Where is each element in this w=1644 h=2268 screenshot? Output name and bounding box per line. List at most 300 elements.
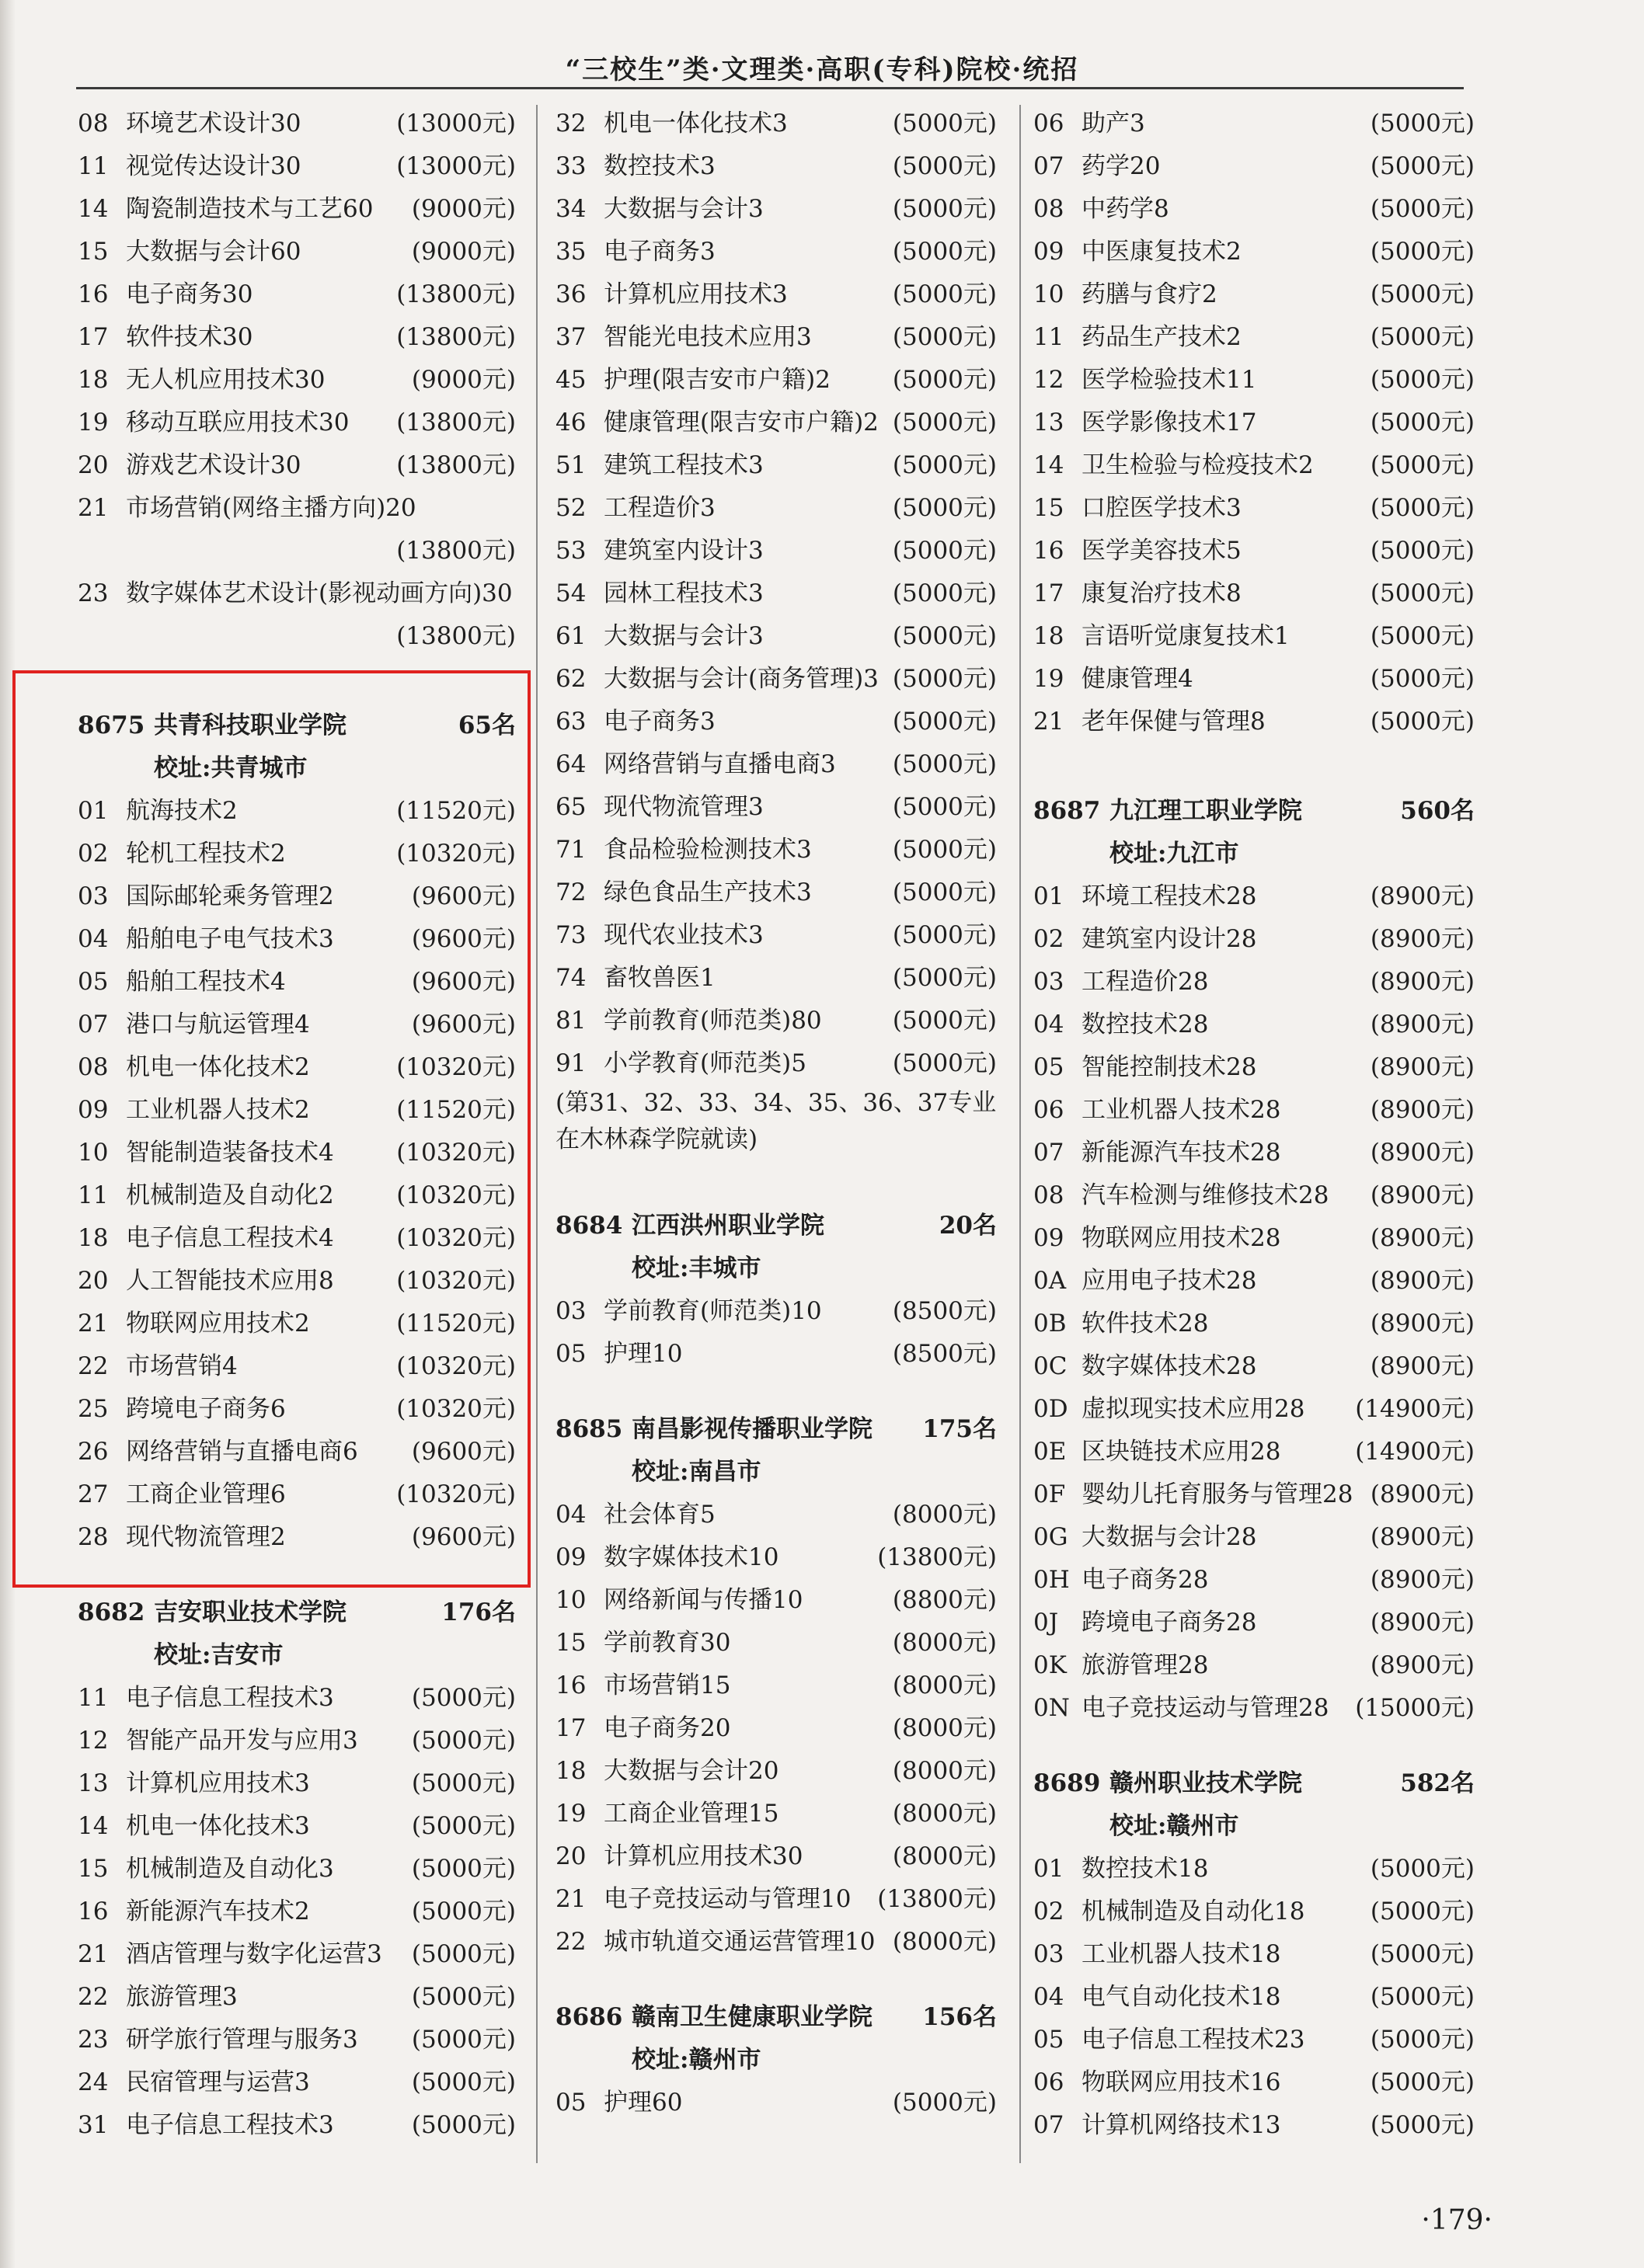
major-name: 小学教育(师范类)5 <box>604 1049 806 1077</box>
major-row <box>1033 658 1475 701</box>
major-name: 建筑工程技术3 <box>604 451 764 479</box>
major-row <box>556 1579 997 1622</box>
tuition-fee: (5000元) <box>892 238 997 266</box>
major-code: 16 <box>78 280 109 308</box>
tuition-fee: (13000元) <box>396 110 516 137</box>
major-code: 22 <box>556 1928 587 1956</box>
institution-code: 8686 <box>556 2003 623 2031</box>
major-row <box>556 658 997 701</box>
major-code: 62 <box>556 665 587 693</box>
major-row <box>556 1333 997 1376</box>
institution-heading <box>78 704 516 747</box>
major-row <box>556 2082 997 2124</box>
major-name: 软件技术28 <box>1081 1310 1209 1337</box>
major-row <box>78 1132 516 1174</box>
major-row <box>556 145 997 188</box>
major-name: 畜牧兽医1 <box>604 964 716 992</box>
tuition-fee: (5000元) <box>411 2068 516 2096</box>
major-name: 健康管理4 <box>1081 665 1193 693</box>
major-name: 移动互联应用技术30 <box>126 409 350 437</box>
institution-code: 8684 <box>556 1212 623 1240</box>
major-name: 医学影像技术17 <box>1081 409 1257 437</box>
major-code: 07 <box>1033 152 1064 180</box>
major-row <box>78 145 516 188</box>
major-code: 04 <box>556 1501 587 1529</box>
tuition-fee: (10320元) <box>396 1224 516 1252</box>
major-code: 19 <box>1033 665 1064 693</box>
institution-heading <box>556 1408 997 1451</box>
tuition-fee: (8900元) <box>1370 1053 1475 1081</box>
major-row <box>1033 1217 1475 1260</box>
major-name: 智能控制技术28 <box>1081 1053 1257 1081</box>
major-name: 学前教育30 <box>604 1629 731 1657</box>
block-gap <box>1033 1730 1475 1762</box>
major-code: 34 <box>556 195 587 223</box>
major-row <box>556 1042 997 1085</box>
institution-quota: 175名 <box>922 1415 997 1443</box>
major-name: 机械制造及自动化2 <box>126 1181 334 1209</box>
institution-quota: 176名 <box>441 1598 516 1626</box>
major-row <box>78 1089 516 1132</box>
major-row <box>78 790 516 833</box>
tuition-fee: (5000元) <box>1370 409 1475 437</box>
tuition-fee: (5000元) <box>892 1049 997 1077</box>
major-row <box>556 1000 997 1042</box>
major-name: 工业机器人技术18 <box>1081 1940 1281 1968</box>
major-name: 中医康复技术2 <box>1081 238 1242 266</box>
institution-name: 南昌影视传播职业学院 <box>632 1415 873 1443</box>
major-row <box>1033 875 1475 918</box>
major-row <box>78 273 516 316</box>
major-code: 19 <box>556 1800 587 1828</box>
major-name: 酒店管理与数字化运营3 <box>126 1940 382 1968</box>
major-name: 建筑室内设计3 <box>604 537 764 565</box>
major-row <box>556 1290 997 1333</box>
major-code: 16 <box>78 1898 109 1925</box>
tuition-fee: (10320元) <box>396 1395 516 1423</box>
major-row <box>1033 2061 1475 2104</box>
major-code: 73 <box>556 921 587 949</box>
tuition-fee: (8900元) <box>1370 1352 1475 1380</box>
major-name: 护理(限吉安市户籍)2 <box>604 366 831 394</box>
column-divider <box>1019 105 1021 2163</box>
major-name: 市场营销4 <box>126 1352 238 1380</box>
major-code: 26 <box>78 1438 109 1466</box>
major-code: 72 <box>556 878 587 906</box>
major-code: 10 <box>556 1586 587 1614</box>
major-row <box>1033 145 1475 188</box>
major-row <box>1033 273 1475 316</box>
major-code: 07 <box>1033 2111 1064 2139</box>
institution-name: 江西洪州职业学院 <box>632 1212 824 1240</box>
tuition-fee: (5000元) <box>1370 110 1475 137</box>
major-name: 数控技术3 <box>604 152 716 180</box>
major-name: 航海技术2 <box>126 797 238 825</box>
major-code: 27 <box>78 1480 109 1508</box>
major-row <box>556 231 997 273</box>
institution-name: 赣南卫生健康职业学院 <box>632 2003 873 2031</box>
major-name: 数控技术28 <box>1081 1011 1209 1038</box>
major-name: 大数据与会计3 <box>604 622 764 650</box>
major-name: 大数据与会计60 <box>126 238 301 266</box>
tuition-fee: (14900元) <box>1355 1395 1475 1423</box>
tuition-fee: (5000元) <box>1370 537 1475 565</box>
major-name: 机电一体化技术2 <box>126 1053 310 1081</box>
column-3 <box>1033 103 1475 2147</box>
tuition-fee: (11520元) <box>396 1096 516 1124</box>
major-code: 45 <box>556 366 587 394</box>
major-name: 医学检验技术11 <box>1081 366 1257 394</box>
major-row <box>556 273 997 316</box>
major-row <box>556 103 997 145</box>
major-name: 机电一体化技术3 <box>604 110 788 137</box>
major-row <box>556 615 997 658</box>
page-number: ·179· <box>1421 2204 1492 2236</box>
major-name: 电子商务3 <box>604 708 716 736</box>
tuition-fee: (5000元) <box>1370 2068 1475 2096</box>
major-row <box>1033 1473 1475 1516</box>
major-row <box>1033 918 1475 961</box>
major-name: 数字媒体技术28 <box>1081 1352 1257 1380</box>
major-code: 16 <box>556 1671 587 1699</box>
major-code: 0C <box>1033 1352 1068 1380</box>
major-name: 应用电子技术28 <box>1081 1267 1257 1295</box>
major-row <box>78 1891 516 1933</box>
major-row <box>1033 2104 1475 2147</box>
tuition-fee: (9600元) <box>411 882 516 910</box>
major-code: 28 <box>78 1523 109 1551</box>
major-row <box>78 1431 516 1473</box>
major-row <box>78 1345 516 1388</box>
major-code: 11 <box>78 1181 109 1209</box>
major-row <box>556 1750 997 1793</box>
major-code: 08 <box>78 1053 109 1081</box>
major-name: 物联网应用技术28 <box>1081 1224 1281 1252</box>
major-code: 20 <box>556 1842 587 1870</box>
major-code: 18 <box>78 366 109 394</box>
major-row <box>1033 103 1475 145</box>
major-name: 现代农业技术3 <box>604 921 764 949</box>
major-row <box>78 1976 516 2019</box>
major-row <box>78 1848 516 1891</box>
institution-code: 8687 <box>1033 797 1101 825</box>
major-row <box>78 188 516 231</box>
major-row <box>556 1921 997 1964</box>
major-row <box>1033 359 1475 402</box>
major-code: 61 <box>556 622 587 650</box>
major-code: 0E <box>1033 1438 1067 1466</box>
major-name: 电子商务30 <box>126 280 253 308</box>
block-gap <box>556 1964 997 1996</box>
institution-quota: 65名 <box>458 711 516 739</box>
institution-quota: 560名 <box>1400 797 1475 825</box>
major-row <box>1033 1933 1475 1976</box>
major-name: 药品生产技术2 <box>1081 323 1242 351</box>
major-code: 0H <box>1033 1566 1070 1594</box>
major-code: 07 <box>1033 1139 1064 1167</box>
major-code: 31 <box>78 2111 109 2139</box>
tuition-fee: (8000元) <box>892 1800 997 1828</box>
major-code: 04 <box>1033 1983 1064 2011</box>
major-code: 01 <box>1033 882 1064 910</box>
major-code: 01 <box>1033 1855 1064 1883</box>
major-row <box>78 1473 516 1516</box>
major-name: 大数据与会计28 <box>1081 1523 1257 1551</box>
major-name: 市场营销15 <box>604 1671 731 1699</box>
tuition-fee: (5000元) <box>892 110 997 137</box>
major-row <box>556 188 997 231</box>
institution-heading <box>78 1591 516 1634</box>
tuition-fee: (13800元) <box>877 1885 997 1913</box>
major-code: 02 <box>1033 925 1064 953</box>
tuition-fee: (5000元) <box>892 579 997 607</box>
major-row <box>78 875 516 918</box>
major-name: 大数据与会计20 <box>604 1757 779 1785</box>
major-name: 医学美容技术5 <box>1081 537 1242 565</box>
tuition-fee: (9600元) <box>411 1523 516 1551</box>
institution-code: 8685 <box>556 1415 623 1443</box>
major-code: 23 <box>78 2026 109 2054</box>
major-name: 智能光电技术应用3 <box>604 323 812 351</box>
column-2 <box>556 103 997 2124</box>
tuition-fee: (5000元) <box>1370 451 1475 479</box>
campus-location: 校址:赣州市 <box>1109 1812 1239 1840</box>
page-header: “三校生”类·文理类·高职(专科)院校·统招 <box>565 54 1079 85</box>
tuition-fee: (13800元) <box>396 280 516 308</box>
major-code: 52 <box>556 494 587 522</box>
major-name: 计算机网络技术13 <box>1081 2111 1281 2139</box>
major-row <box>1033 1089 1475 1132</box>
major-code: 06 <box>1033 1096 1064 1124</box>
institution-name: 吉安职业技术学院 <box>154 1598 347 1626</box>
major-row <box>556 786 997 829</box>
tuition-fee: (8800元) <box>892 1586 997 1614</box>
major-row <box>1033 1431 1475 1473</box>
major-row <box>1033 316 1475 359</box>
major-name: 电子信息工程技术3 <box>126 2111 334 2139</box>
major-row <box>1033 1046 1475 1089</box>
major-row <box>1033 1303 1475 1345</box>
major-row <box>1033 961 1475 1004</box>
major-code: 09 <box>78 1096 109 1124</box>
major-code: 63 <box>556 708 587 736</box>
tuition-fee: (9000元) <box>411 366 516 394</box>
major-code: 18 <box>1033 622 1064 650</box>
major-row <box>556 1878 997 1921</box>
major-row <box>78 1720 516 1762</box>
tuition-fee: (9600元) <box>411 968 516 996</box>
header-rule <box>76 87 1464 89</box>
block-gap <box>556 1158 997 1172</box>
tuition-fee: (5000元) <box>411 1727 516 1755</box>
tuition-fee: (5000元) <box>411 2111 516 2139</box>
major-code: 21 <box>556 1885 587 1913</box>
major-name: 绿色食品生产技术3 <box>604 878 812 906</box>
major-code: 15 <box>556 1629 587 1657</box>
major-code: 05 <box>556 1340 587 1368</box>
major-name: 现代物流管理3 <box>604 793 764 821</box>
tuition-fee: (8900元) <box>1370 882 1475 910</box>
major-code: 06 <box>1033 2068 1064 2096</box>
institution-heading <box>556 1205 997 1247</box>
major-code: 05 <box>78 968 109 996</box>
major-row <box>78 1805 516 1848</box>
major-name: 数字媒体艺术设计(影视动画方向)30 <box>126 579 513 607</box>
major-code: 19 <box>78 409 109 437</box>
tuition-fee: (8900元) <box>1370 1480 1475 1508</box>
major-name: 船舶电子电气技术3 <box>126 925 334 953</box>
major-code: 08 <box>1033 1181 1064 1209</box>
tuition-fee: (8900元) <box>1370 1096 1475 1124</box>
major-code: 37 <box>556 323 587 351</box>
tuition-fee: (5000元) <box>1370 622 1475 650</box>
major-name: 电子信息工程技术4 <box>126 1224 334 1252</box>
major-code: 03 <box>1033 968 1064 996</box>
major-code: 51 <box>556 451 587 479</box>
major-code: 03 <box>78 882 109 910</box>
tuition-fee: (5000元) <box>892 451 997 479</box>
major-name: 电子信息工程技术23 <box>1081 2026 1305 2054</box>
major-code: 18 <box>78 1224 109 1252</box>
major-code: 05 <box>1033 1053 1064 1081</box>
major-name: 区块链技术应用28 <box>1081 1438 1281 1466</box>
block-gap <box>78 672 516 704</box>
tuition-fee: (9000元) <box>411 195 516 223</box>
tuition-fee: (8900元) <box>1370 1224 1475 1252</box>
major-row <box>556 743 997 786</box>
major-code: 32 <box>556 110 587 137</box>
major-row <box>78 444 516 487</box>
tuition-fee: (8900元) <box>1370 1181 1475 1209</box>
major-name: 卫生检验与检疫技术2 <box>1081 451 1314 479</box>
major-code: 12 <box>1033 366 1064 394</box>
major-name: 数字媒体技术10 <box>604 1543 779 1571</box>
major-code: 15 <box>1033 494 1064 522</box>
tuition-fee: (5000元) <box>892 195 997 223</box>
major-code: 0J <box>1033 1609 1059 1637</box>
tuition-fee: (5000元) <box>892 1007 997 1035</box>
major-row <box>1033 1516 1475 1559</box>
tuition-fee: (5000元) <box>1370 1983 1475 2011</box>
tuition-fee: (5000元) <box>1370 152 1475 180</box>
major-name: 婴幼儿托育服务与管理28 <box>1081 1480 1353 1508</box>
major-row <box>556 1707 997 1750</box>
major-name: 虚拟现实技术应用28 <box>1081 1395 1305 1423</box>
major-name: 智能制造装备技术4 <box>126 1139 334 1167</box>
tuition-fee: (5000元) <box>892 836 997 864</box>
major-row <box>1033 444 1475 487</box>
tuition-fee: (10320元) <box>396 1267 516 1295</box>
major-code: 03 <box>556 1297 587 1325</box>
major-code: 14 <box>78 1812 109 1840</box>
tuition-fee: (5000元) <box>1370 195 1475 223</box>
tuition-fee: (13800元) <box>396 451 516 479</box>
tuition-fee: (5000元) <box>892 323 997 351</box>
major-name: 软件技术30 <box>126 323 253 351</box>
tuition-fee: (8900元) <box>1370 1011 1475 1038</box>
major-code: 06 <box>1033 110 1064 137</box>
major-row <box>78 487 516 530</box>
major-code: 12 <box>78 1727 109 1755</box>
tuition-fee: (8900元) <box>1370 968 1475 996</box>
tuition-fee: (10320元) <box>396 1053 516 1081</box>
major-row <box>556 1536 997 1579</box>
tuition-fee: (8000元) <box>892 1501 997 1529</box>
major-name: 电气自动化技术18 <box>1081 1983 1281 2011</box>
tuition-fee: (5000元) <box>892 152 997 180</box>
block-gap <box>556 1376 997 1408</box>
major-code: 10 <box>78 1139 109 1167</box>
major-row <box>1033 615 1475 658</box>
major-code: 64 <box>556 750 587 778</box>
campus-location: 校址:赣州市 <box>632 2046 761 2074</box>
major-code: 71 <box>556 836 587 864</box>
major-name: 市场营销(网络主播方向)20 <box>126 494 416 522</box>
major-row <box>1033 1132 1475 1174</box>
major-name: 无人机应用技术30 <box>126 366 326 394</box>
major-name: 工商企业管理6 <box>126 1480 286 1508</box>
tuition-fee: (5000元) <box>411 1855 516 1883</box>
major-code: 16 <box>1033 537 1064 565</box>
major-row <box>1033 487 1475 530</box>
major-code: 13 <box>1033 409 1064 437</box>
major-name: 数控技术18 <box>1081 1855 1209 1883</box>
major-name: 助产3 <box>1081 110 1145 137</box>
major-row <box>78 1260 516 1303</box>
campus-location: 校址:共青城市 <box>154 754 308 782</box>
major-name: 跨境电子商务28 <box>1081 1609 1257 1637</box>
major-row <box>1033 1976 1475 2019</box>
major-code: 08 <box>78 110 109 137</box>
major-name: 机电一体化技术3 <box>126 1812 310 1840</box>
major-name: 视觉传达设计30 <box>126 152 301 180</box>
tuition-fee: (11520元) <box>396 1310 516 1337</box>
major-code: 33 <box>556 152 587 180</box>
major-code: 24 <box>78 2068 109 2096</box>
tuition-fee: (5000元) <box>1370 366 1475 394</box>
major-code: 20 <box>78 1267 109 1295</box>
major-name: 工业机器人技术2 <box>126 1096 310 1124</box>
major-code: 02 <box>78 840 109 868</box>
major-code: 91 <box>556 1049 587 1077</box>
major-name: 中药学8 <box>1081 195 1169 223</box>
institution-quota: 582名 <box>1400 1769 1475 1797</box>
major-name: 大数据与会计(商务管理)3 <box>604 665 879 693</box>
tuition-fee: (8000元) <box>892 1671 997 1699</box>
major-row <box>556 1664 997 1707</box>
major-code: 01 <box>78 797 109 825</box>
major-name: 新能源汽车技术2 <box>126 1898 310 1925</box>
major-code: 20 <box>78 451 109 479</box>
major-row <box>1033 572 1475 615</box>
major-code: 04 <box>1033 1011 1064 1038</box>
major-name: 陶瓷制造技术与工艺60 <box>126 195 374 223</box>
major-code: 08 <box>1033 195 1064 223</box>
tuition-fee: (5000元) <box>1370 2111 1475 2139</box>
major-name: 建筑室内设计28 <box>1081 925 1257 953</box>
major-code: 17 <box>556 1714 587 1742</box>
tuition-fee: (5000元) <box>1370 708 1475 736</box>
major-name: 学前教育(师范类)80 <box>604 1007 822 1035</box>
major-row <box>78 359 516 402</box>
major-code: 09 <box>556 1543 587 1571</box>
major-code: 15 <box>78 238 109 266</box>
tuition-fee: (13800元) <box>877 1543 997 1571</box>
tuition-fee: (10320元) <box>396 1139 516 1167</box>
tuition-fee: (8000元) <box>892 1714 997 1742</box>
major-code: 05 <box>1033 2026 1064 2054</box>
major-row <box>556 402 997 444</box>
